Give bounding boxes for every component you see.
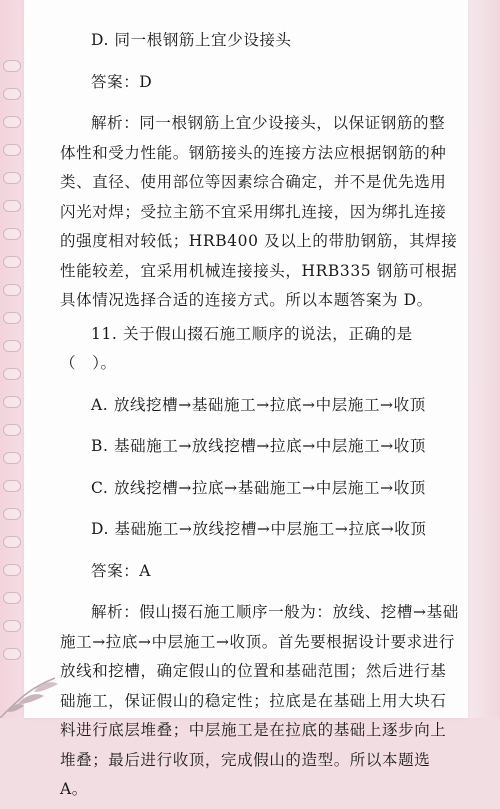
document-body — [60, 26, 460, 809]
option-d-q10: D. 同一根钢筋上宜少设接头 — [91, 31, 292, 49]
notebook-rings — [3, 60, 23, 700]
ring — [3, 564, 21, 576]
ring — [3, 536, 21, 548]
question-11: 11. 关于假山掇石施工顺序的说法，正确的是（ ）。 — [60, 324, 413, 372]
floral-decoration-icon — [0, 648, 90, 718]
ring — [3, 172, 21, 184]
ring — [3, 508, 21, 520]
ring — [3, 396, 21, 408]
ring — [3, 368, 21, 380]
ring — [3, 88, 21, 100]
ring — [3, 452, 21, 464]
ring — [3, 60, 21, 72]
answer-q10: 答案：D — [91, 72, 153, 91]
analysis-q11: 解析：假山掇石施工顺序一般为：放线、挖槽→基础施工→拉底→中层施工→收顶。首先要根据设计要求进行放线和挖槽，确定假山的位置和基础范围；然后进行基础施工，保证假山的稳定性；拉底是在基础上用大块石料进行底层堆叠；中层施工是在拉底的基础上逐步向上堆叠；最后进行收顶，完成假山的造型。所以本题选 A。 — [60, 603, 459, 798]
ring — [3, 228, 21, 240]
option-a: A. 放线挖槽→基础施工→拉底→中层施工→收顶 — [91, 395, 426, 414]
ring — [3, 424, 21, 436]
option-c: C. 放线挖槽→拉底→基础施工→中层施工→收顶 — [91, 478, 426, 497]
ring — [3, 592, 21, 604]
ring — [3, 256, 21, 268]
ring — [3, 340, 21, 352]
ring — [3, 480, 21, 492]
ring — [3, 144, 21, 156]
ring — [3, 284, 21, 296]
ring — [3, 620, 21, 632]
right-pink-margin — [468, 0, 500, 718]
option-b: B. 基础施工→放线挖槽→拉底→中层施工→收顶 — [91, 437, 426, 455]
option-d: D. 基础施工→放线挖槽→中层施工→拉底→收顶 — [91, 520, 427, 538]
ring — [3, 312, 21, 324]
ring — [3, 200, 21, 212]
ring — [3, 116, 21, 128]
answer-q11: 答案：A — [91, 561, 152, 580]
analysis-q10: 解析：同一根钢筋上宜少设接头，以保证钢筋的整体性和受力性能。钢筋接头的连接方法应根据钢筋的种类、直径、使用部位等因素综合确定，并不是优先选用闪光对焊；受拉主筋不宜采用绑扎连接，因为绑扎连接的强度相对较低；HRB400 及以上的带肋钢筋，其焊接性能较差，宜采用机械连接接头，HRB335 钢筋可根据具体情况选择合适的连接方式。所以本题答案为 D。 — [60, 114, 458, 309]
